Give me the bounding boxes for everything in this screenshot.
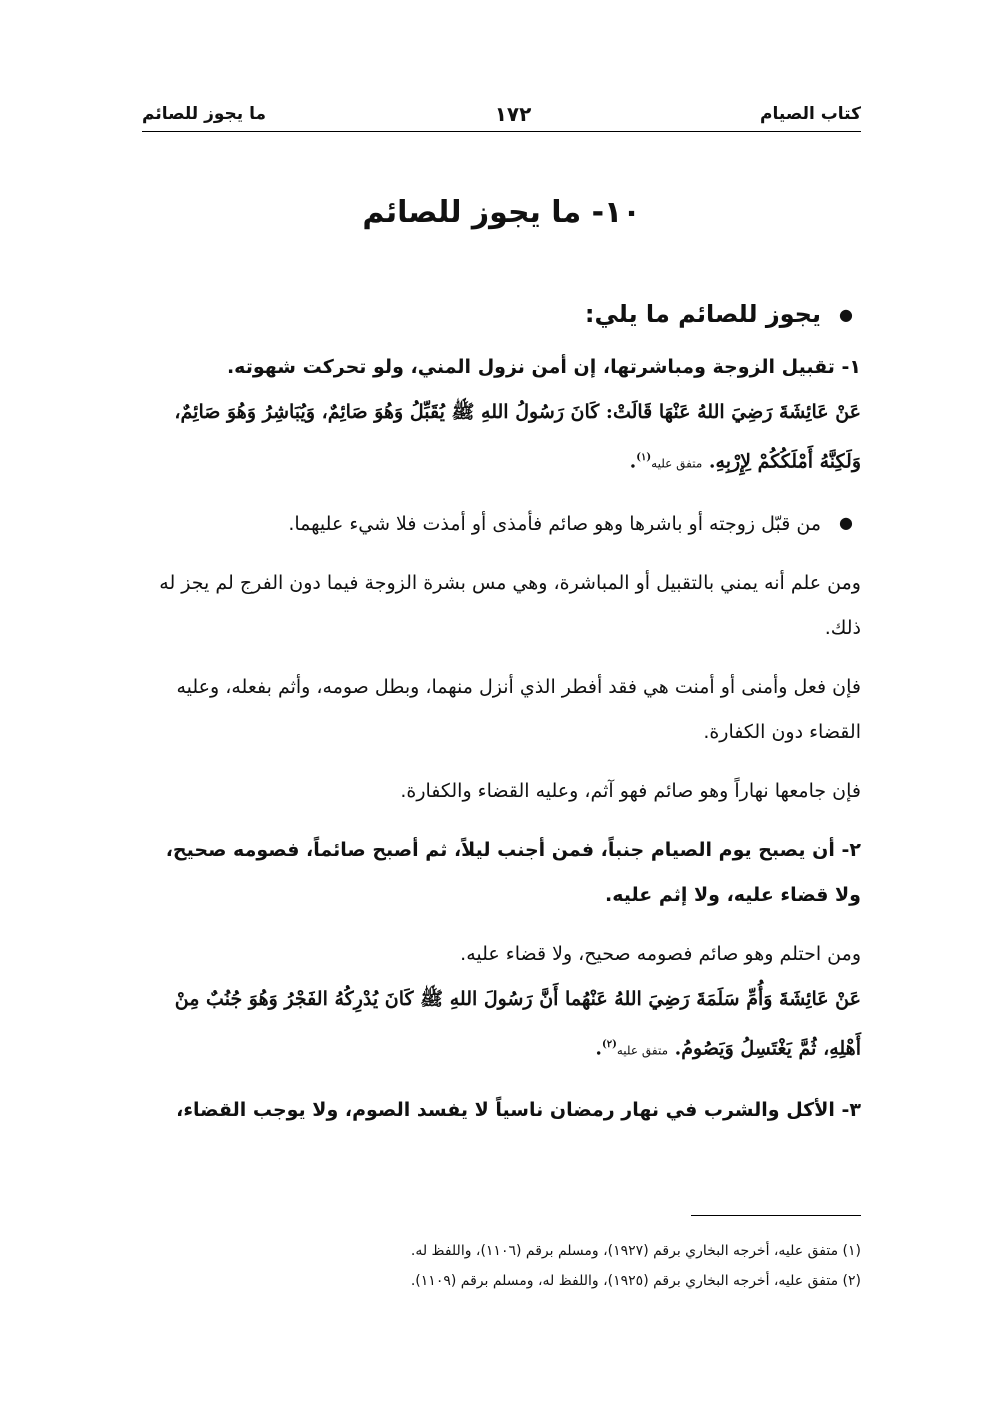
page-number: ١٧٢ bbox=[494, 102, 532, 126]
book-title: كتاب الصيام bbox=[760, 104, 861, 124]
hadith-2-text: عَنْ عَائِشَةَ وَأُمِّ سَلَمَةَ رَضِيَ اللهُ عَنْهُما أَنَّ رَسُولَ اللهِ ﷺ كَانَ يُدْرِكُهُ الفَجْرُ وَهُوَ جُنُبٌ مِنْ أَهْلِهِ، ثُمَّ يَغْتَسِلُ وَيَصُومُ. bbox=[174, 988, 861, 1060]
footnotes bbox=[142, 1236, 861, 1296]
intro-heading bbox=[142, 288, 861, 341]
item-2: ٢- أن يصبح يوم الصيام جنباً، فمن أجنب ليلاً، ثم أصبح صائماً، فصومه صحيح، ولا قضاء عليه، ولا إثم عليه. bbox=[165, 839, 861, 907]
intro-text: يجوز للصائم ما يلي: bbox=[584, 300, 821, 328]
hadith-1-text: عَنْ عَائِشَةَ رَضِيَ اللهُ عَنْهَا قَالَتْ: كَانَ رَسُولُ اللهِ ﷺ يُقَبِّلُ وَهُوَ صَائِمٌ، وَيُبَاشِرُ وَهُوَ صَائِمٌ، وَلَكِنَّهُ أَمْلَكُكُمْ لِإِرْبِهِ. bbox=[174, 401, 861, 473]
paragraph-1: ومن علم أنه يمني بالتقبيل أو المباشرة، وهي مس بشرة الزوجة فيما دون الفرج لم يجز له ذلك. bbox=[159, 572, 861, 640]
running-header bbox=[142, 100, 861, 128]
paragraph-4: ومن احتلم وهو صائم فصومه صحيح، ولا قضاء عليه. bbox=[460, 943, 861, 966]
footnote-1: (١) متفق عليه، أخرجه البخاري برقم (١٩٢٧)، ومسلم برقم (١١٠٦)، واللفظ له. bbox=[410, 1243, 861, 1259]
chapter-title: ١٠- ما يجوز للصائم bbox=[362, 195, 641, 230]
item-1: ١- تقبيل الزوجة ومباشرتها، إن أمن نزول المني، ولو تحركت شهوته. bbox=[226, 356, 861, 378]
header-divider bbox=[142, 131, 861, 132]
footnote-ref-1[interactable]: (١) bbox=[636, 452, 652, 463]
footnote-divider bbox=[691, 1215, 861, 1216]
paragraph-2: فإن فعل وأمنى أو أمنت هي فقد أفطر الذي أنزل منهما، وبطل صومه، وأثم بفعله، وعليه القضاء دون الكفارة. bbox=[176, 676, 861, 744]
footnote-ref-2[interactable]: (٢) bbox=[602, 1039, 617, 1051]
footnote-2: (٢) متفق عليه، أخرجه البخاري برقم (١٩٢٥)، واللفظ له، ومسلم برقم (١١٠٩). bbox=[410, 1273, 861, 1289]
body-text bbox=[142, 288, 861, 1133]
paragraph-3: فإن جامعها نهاراً وهو صائم فهو آثم، وعليه القضاء والكفارة. bbox=[400, 780, 861, 803]
hadith-1-source: متفق عليه bbox=[651, 456, 703, 471]
hadith-2-source: متفق عليه bbox=[616, 1043, 669, 1058]
hadith-1: عَنْ عَائِشَةَ رَضِيَ اللهُ عَنْهَا قَالَتْ: كَانَ رَسُولُ اللهِ ﷺ يُقَبِّلُ وَهُوَ صَائِمٌ، وَيُبَاشِرُ وَهُوَ صَائِمٌ، وَلَكِنَّهُ أَمْلَكُكُمْ لِإِرْبِهِ. متفق عليه$^{(١)}$. bbox=[174, 401, 861, 473]
item-3: ٣- الأكل والشرب في نهار رمضان ناسياً لا يفسد الصوم، ولا يوجب القضاء، bbox=[176, 1098, 861, 1121]
bullet-2-text: من قبّل زوجته أو باشرها وهو صائم فأمذى أو أمذت فلا شيء عليهما. bbox=[288, 513, 821, 536]
hadith-2: عَنْ عَائِشَةَ وَأُمِّ سَلَمَةَ رَضِيَ اللهُ عَنْهُما أَنَّ رَسُولَ اللهِ ﷺ كَانَ يُدْرِكُهُ الفَجْرُ وَهُوَ جُنُبٌ مِنْ أَهْلِهِ، ثُمَّ يَغْتَسِلُ وَيَصُومُ. متفق عليه$^{(٢)}$. bbox=[174, 988, 861, 1060]
section-title: ما يجوز للصائم bbox=[142, 104, 266, 124]
bullet-2 bbox=[142, 500, 861, 547]
